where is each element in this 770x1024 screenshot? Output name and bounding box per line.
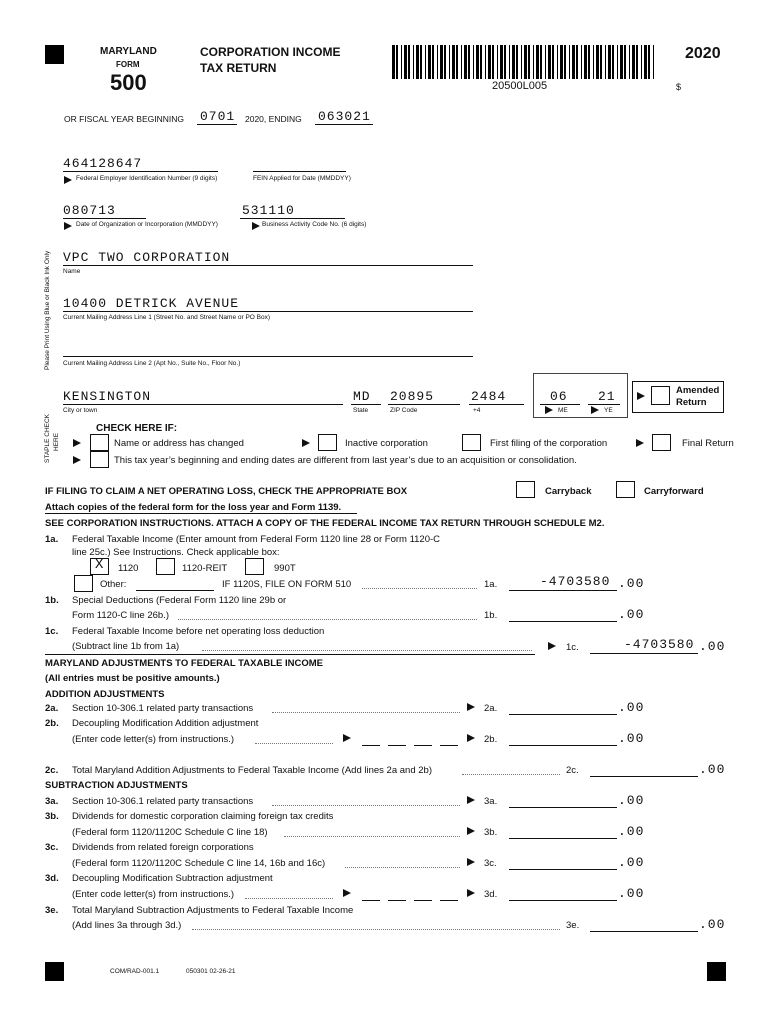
final-return-checkbox[interactable]	[652, 434, 671, 451]
line-1a-ref: 1a.	[484, 579, 498, 590]
line-2b-code-2[interactable]	[388, 745, 406, 746]
barcode-bar	[569, 45, 570, 79]
line-3e-text-1: Total Maryland Subtraction Adjustments to Federal Taxable Income	[72, 905, 354, 916]
line-1b-text-2: Form 1120-C line 26b.)	[72, 610, 169, 621]
barcode-bar	[617, 45, 618, 79]
line-1b-cents: .00	[618, 607, 645, 622]
barcode-bar	[504, 45, 506, 79]
subtraction-title: SUBTRACTION ADJUSTMENTS	[45, 780, 188, 791]
check-here-title: CHECK HERE IF:	[96, 423, 178, 434]
line-1c-number: 1c.	[45, 626, 59, 637]
fiscal-begin-value[interactable]: 0701	[200, 109, 236, 124]
line-3b-number: 3b.	[45, 811, 59, 822]
zip-label: ZIP Code	[390, 407, 418, 414]
form-990t-label: 990T	[274, 563, 296, 574]
other-underline	[136, 590, 214, 591]
fein-applied-underline	[253, 171, 346, 172]
barcode-bar	[576, 45, 578, 79]
line-3c-number: 3c.	[45, 842, 59, 853]
name-label: Name	[63, 268, 81, 275]
line-3d-code-2[interactable]	[388, 900, 406, 901]
state-label: MARYLAND	[100, 46, 157, 57]
line-1b-underline	[509, 621, 617, 622]
line-2c-underline	[590, 776, 698, 777]
check-arrow-3-icon	[636, 439, 644, 447]
line-3a-arrow-icon	[467, 796, 475, 804]
barcode-bar	[425, 45, 426, 79]
line-2b-code-1[interactable]	[362, 745, 380, 746]
form-title-line2: TAX RETURN	[200, 61, 277, 75]
line-2b-text-1: Decoupling Modification Addition adjustment	[72, 718, 259, 729]
line-1b-number: 1b.	[45, 595, 59, 606]
barcode-bar	[404, 45, 407, 79]
barcode-bar	[516, 45, 518, 79]
inactive-label: Inactive corporation	[345, 438, 428, 449]
check-arrow-1-icon	[73, 439, 81, 447]
line-3c-text-1: Dividends from related foreign corporations	[72, 842, 254, 853]
amended-line1: Amended	[676, 385, 720, 396]
barcode-bar	[605, 45, 606, 79]
org-date-underline	[63, 218, 146, 219]
line-1a-value[interactable]: -4703580	[540, 574, 611, 589]
line-1b-ref: 1b.	[484, 610, 498, 621]
footer-form-code: COM/RAD-001.1	[110, 968, 160, 975]
name-value[interactable]: VPC TWO CORPORATION	[63, 250, 231, 265]
line-3e-text-2: (Add lines 3a through 3d.)	[72, 920, 182, 931]
line-1a-text-2: line 25c.) See Instructions. Check applicable box:	[72, 547, 280, 558]
instructions-note: SEE CORPORATION INSTRUCTIONS. ATTACH A COPY OF THE FEDERAL INCOME TAX RETURN THROUGH SCHEDULE M2.	[45, 518, 605, 529]
zip-plus4-underline	[469, 404, 524, 405]
barcode-bar	[476, 45, 479, 79]
address2-underline	[63, 356, 473, 357]
barcode-bar	[488, 45, 491, 79]
name-change-label: Name or address has changed	[114, 438, 244, 449]
barcode-bar	[473, 45, 474, 79]
barcode-bar	[485, 45, 486, 79]
line-3a-cents: .00	[618, 793, 645, 808]
org-date-value[interactable]: 080713	[63, 203, 116, 218]
line-3a-leader	[272, 805, 460, 806]
barcode-bar	[468, 45, 470, 79]
line-2a-underline	[509, 714, 617, 715]
barcode-bar	[644, 45, 647, 79]
ye-arrow-icon	[591, 406, 599, 414]
fiscal-year-label: OR FISCAL YEAR BEGINNING	[64, 114, 184, 124]
state-label: State	[353, 407, 369, 414]
ye-label: YE	[604, 407, 613, 414]
line-3d-arrow-1-icon	[343, 889, 351, 897]
line-3e-leader	[192, 929, 560, 930]
me-underline	[540, 404, 580, 405]
line-1c-leader	[202, 650, 532, 651]
line-3e-ref: 3e.	[566, 920, 580, 931]
barcode-bar	[596, 45, 599, 79]
address1-value[interactable]: 10400 DETRICK AVENUE	[63, 296, 240, 311]
barcode-text: 20500L005	[492, 80, 548, 92]
line-1a-cents: .00	[618, 576, 645, 591]
line-2c-ref: 2c.	[566, 765, 579, 776]
form-1120-label: 1120	[118, 563, 139, 574]
barcode-bar	[416, 45, 419, 79]
line-3d-arrow-2-icon	[467, 889, 475, 897]
line-2b-arrow-2-icon	[467, 734, 475, 742]
barcode-bar	[413, 45, 414, 79]
barcode-bar	[552, 45, 554, 79]
line-3b-leader	[284, 836, 460, 837]
line-3d-cents: .00	[618, 886, 645, 901]
line-3d-code-4[interactable]	[440, 900, 458, 901]
activity-code-value[interactable]: 531110	[242, 203, 295, 218]
line-3c-underline	[509, 869, 617, 870]
address2-label: Current Mailing Address Line 2 (Apt No., Suite No., Floor No.)	[63, 360, 241, 367]
ye-value: 21	[598, 389, 616, 404]
line-2b-arrow-1-icon	[343, 734, 351, 742]
barcode-bar	[560, 45, 563, 79]
line-3b-text-2: (Federal form 1120/1120C Schedule C line 18)	[72, 827, 268, 838]
barcode-bar	[584, 45, 587, 79]
line-3a-ref: 3a.	[484, 796, 498, 807]
line-3b-arrow-icon	[467, 827, 475, 835]
line-2b-text-2: (Enter code letter(s) from instructions.)	[72, 734, 235, 745]
barcode-bar	[533, 45, 534, 79]
line-2b-code-4[interactable]	[440, 745, 458, 746]
line-3b-text-1: Dividends for domestic corporation claiming foreign tax credits	[72, 811, 334, 822]
line-1c-text-1: Federal Taxable Income before net operating loss deduction	[72, 626, 325, 637]
registration-mark-top-left	[45, 45, 64, 64]
org-date-arrow-icon	[64, 222, 72, 230]
barcode-bar	[456, 45, 458, 79]
barcode-bar	[449, 45, 450, 79]
line-1c-text-2: (Subtract line 1b from 1a)	[72, 641, 180, 652]
barcode-bar	[440, 45, 443, 79]
barcode-bar	[624, 45, 626, 79]
barcode-bar	[492, 45, 494, 79]
line-2b-underline	[509, 745, 617, 746]
md-adjustments-note: (All entries must be positive amounts.)	[45, 673, 220, 684]
nol-attach-underline	[45, 513, 357, 514]
barcode-bar	[521, 45, 522, 79]
inactive-checkbox[interactable]	[318, 434, 337, 451]
staple-note-2: HERE	[53, 432, 60, 451]
line-3d-code-3[interactable]	[414, 900, 432, 901]
form-1120-mark: X	[95, 557, 104, 573]
barcode-bar	[464, 45, 467, 79]
line-1a-text-1: Federal Taxable Income (Enter amount from Federal Form 1120 line 28 or Form 1120-C	[72, 534, 441, 545]
line-1a-underline	[509, 590, 617, 591]
fiscal-ending-label: 2020, ENDING	[245, 114, 302, 124]
line-2a-arrow-icon	[467, 703, 475, 711]
activity-code-arrow-icon	[252, 222, 260, 230]
barcode-bar	[480, 45, 482, 79]
barcode-bar	[653, 45, 654, 79]
barcode-bar	[500, 45, 503, 79]
line-3d-ref: 3d.	[484, 889, 498, 900]
nol-attach-note: Attach copies of the federal form for the loss year and Form 1139.	[45, 502, 342, 513]
me-value: 06	[550, 389, 568, 404]
barcode-bar	[428, 45, 431, 79]
line-3b-cents: .00	[618, 824, 645, 839]
zip-plus4-label: +4	[473, 407, 481, 414]
line-3c-arrow-icon	[467, 858, 475, 866]
line-2a-text: Section 10-306.1 related party transactions	[72, 703, 254, 714]
ye-underline	[588, 404, 620, 405]
barcode-bar	[588, 45, 590, 79]
dollar-sign: $	[676, 82, 682, 92]
barcode-bar	[600, 45, 602, 79]
line-1c-underline	[590, 653, 698, 654]
fein-value[interactable]: 464128647	[63, 156, 143, 171]
barcode-bar	[593, 45, 594, 79]
fein-arrow-icon	[64, 176, 72, 184]
me-label: ME	[558, 407, 568, 414]
first-filing-checkbox[interactable]	[462, 434, 481, 451]
barcode-bar	[497, 45, 498, 79]
other-label: Other:	[100, 579, 127, 590]
fiscal-end-value[interactable]: 063021	[318, 109, 371, 124]
line-1b-text-1: Special Deductions (Federal Form 1120 line 29b or	[72, 595, 287, 606]
name-change-checkbox[interactable]	[90, 434, 109, 451]
form-1120-reit-label: 1120-REIT	[182, 563, 228, 574]
barcode-bar	[557, 45, 558, 79]
barcode-bar	[648, 45, 650, 79]
line-3d-text-2: (Enter code letter(s) from instructions.)	[72, 889, 235, 900]
form-word: FORM	[116, 60, 140, 69]
form-title-line1: CORPORATION INCOME	[200, 45, 341, 59]
line-3d-underline	[509, 900, 617, 901]
city-value[interactable]: KENSINGTON	[63, 389, 152, 404]
line-3b-ref: 3b.	[484, 827, 498, 838]
org-date-label: Date of Organization or Incorporation (MMDDYY)	[76, 221, 218, 228]
carryback-checkbox[interactable]	[516, 481, 535, 498]
fein-label: Federal Employer Identification Number (9 digits)	[76, 175, 218, 182]
line-3c-text-2: (Federal form 1120/1120C Schedule C line 14, 16b and 16c)	[72, 858, 326, 869]
form-1120s-note: IF 1120S, FILE ON FORM 510	[222, 579, 352, 590]
check-arrow-2-icon	[302, 439, 310, 447]
line-2a-cents: .00	[618, 700, 645, 715]
tax-year: 2020	[685, 45, 721, 62]
line-3c-leader	[345, 867, 460, 868]
barcode-bar	[437, 45, 438, 79]
line-2a-leader	[272, 712, 460, 713]
footer-date: 050301 02-26-21	[186, 968, 236, 975]
city-underline	[63, 404, 343, 405]
barcode-bar	[629, 45, 630, 79]
barcode-bar	[581, 45, 582, 79]
line-3c-cents: .00	[618, 855, 645, 870]
barcode-bar	[432, 45, 434, 79]
state-value[interactable]: MD	[353, 389, 371, 404]
amended-arrow-icon	[637, 392, 645, 400]
barcode-bar	[536, 45, 539, 79]
carryforward-checkbox[interactable]	[616, 481, 635, 498]
check-arrow-4-icon	[73, 456, 81, 464]
barcode-bar	[408, 45, 410, 79]
barcode-bar	[612, 45, 614, 79]
barcode-bar	[396, 45, 398, 79]
zip-value[interactable]: 20895	[390, 389, 435, 404]
line-1a-number: 1a.	[45, 534, 59, 545]
barcode-bar	[620, 45, 623, 79]
barcode-bar	[540, 45, 542, 79]
address1-underline	[63, 311, 473, 312]
line-3a-text: Section 10-306.1 related party transactions	[72, 796, 254, 807]
fiscal-begin-underline	[197, 124, 237, 125]
me-arrow-icon	[545, 406, 553, 414]
registration-mark-bottom-left	[45, 962, 64, 981]
line-2c-number: 2c.	[45, 765, 59, 776]
city-label: City or town	[63, 407, 98, 414]
line-3e-cents: .00	[699, 917, 726, 932]
dates-diff-checkbox[interactable]	[90, 451, 109, 468]
barcode-bar	[401, 45, 402, 79]
line-3c-ref: 3c.	[484, 858, 497, 869]
zip-plus4-value[interactable]: 2484	[471, 389, 507, 404]
barcode-bar	[641, 45, 642, 79]
barcode	[392, 45, 657, 79]
ink-note: Please Print Using Blue or Black Ink Only	[44, 250, 51, 370]
form-990t-checkbox[interactable]	[245, 558, 264, 575]
activity-code-underline	[240, 218, 345, 219]
line-3a-number: 3a.	[45, 796, 59, 807]
barcode-bar	[524, 45, 527, 79]
other-checkbox[interactable]	[74, 575, 93, 592]
line-2c-text: Total Maryland Addition Adjustments to Federal Taxable Income (Add lines 2a and 2b)	[72, 765, 432, 776]
line-3d-code-1[interactable]	[362, 900, 380, 901]
line-3d-number: 3d.	[45, 873, 59, 884]
line-3a-underline	[509, 807, 617, 808]
barcode-bar	[420, 45, 422, 79]
fiscal-end-underline	[315, 124, 373, 125]
barcode-bar	[572, 45, 575, 79]
zip-underline	[388, 404, 460, 405]
first-filing-label: First filing of the corporation	[490, 438, 608, 449]
md-adjustments-title: MARYLAND ADJUSTMENTS TO FEDERAL TAXABLE INCOME	[45, 658, 323, 669]
line-3d-text-1: Decoupling Modification Subtraction adjustment	[72, 873, 273, 884]
barcode-bar	[608, 45, 611, 79]
state-underline	[351, 404, 381, 405]
line-2b-cents: .00	[618, 731, 645, 746]
amended-return-checkbox[interactable]	[651, 386, 670, 405]
line-2b-number: 2b.	[45, 718, 59, 729]
line-1c-arrow-icon	[548, 642, 556, 650]
addition-title: ADDITION ADJUSTMENTS	[45, 689, 165, 700]
carryback-label: Carryback	[545, 486, 592, 497]
barcode-bar	[452, 45, 455, 79]
barcode-bar	[632, 45, 635, 79]
barcode-bar	[512, 45, 515, 79]
line-2b-ref: 2b.	[484, 734, 498, 745]
line-1c-rule	[45, 654, 535, 655]
address1-label: Current Mailing Address Line 1 (Street No. and Street Name or PO Box)	[63, 314, 271, 321]
line-1c-ref: 1c.	[566, 642, 579, 653]
nol-title: IF FILING TO CLAIM A NET OPERATING LOSS, CHECK THE APPROPRIATE BOX	[45, 486, 408, 497]
line-3b-underline	[509, 838, 617, 839]
line-2c-leader	[462, 774, 560, 775]
dates-diff-label: This tax year’s beginning and ending dates are different from last year’s due to an acquisition or consolidation.	[114, 455, 577, 466]
line-3e-underline	[590, 931, 698, 932]
amended-line2: Return	[676, 397, 707, 408]
barcode-bar	[564, 45, 566, 79]
line-2c-cents: .00	[699, 762, 726, 777]
barcode-bar	[548, 45, 551, 79]
barcode-bar	[509, 45, 510, 79]
activity-code-label: Business Activity Code No. (6 digits)	[262, 221, 367, 228]
line-3e-number: 3e.	[45, 905, 59, 916]
name-underline	[63, 265, 473, 266]
fein-underline	[63, 171, 218, 172]
barcode-bar	[392, 45, 395, 79]
carryforward-label: Carryforward	[644, 486, 704, 497]
line-2b-code-3[interactable]	[414, 745, 432, 746]
line-3d-leader	[245, 898, 333, 899]
final-return-label: Final Return	[682, 438, 734, 449]
line-1a-leader	[362, 588, 477, 589]
line-2a-ref: 2a.	[484, 703, 498, 714]
form-number: 500	[110, 70, 147, 95]
line-1c-value[interactable]: -4703580	[624, 637, 695, 652]
barcode-bar	[528, 45, 530, 79]
form-1120-reit-checkbox[interactable]	[156, 558, 175, 575]
fein-applied-label: FEIN Applied for Date (MMDDYY)	[253, 175, 351, 182]
barcode-bar	[636, 45, 638, 79]
line-2a-number: 2a.	[45, 703, 59, 714]
staple-note-1: STAPLE CHECK	[44, 413, 51, 463]
barcode-bar	[461, 45, 462, 79]
barcode-bar	[545, 45, 546, 79]
line-1b-leader	[178, 619, 477, 620]
line-2b-leader	[255, 743, 333, 744]
registration-mark-bottom-right	[707, 962, 726, 981]
barcode-bar	[444, 45, 446, 79]
line-1c-cents: .00	[699, 639, 726, 654]
